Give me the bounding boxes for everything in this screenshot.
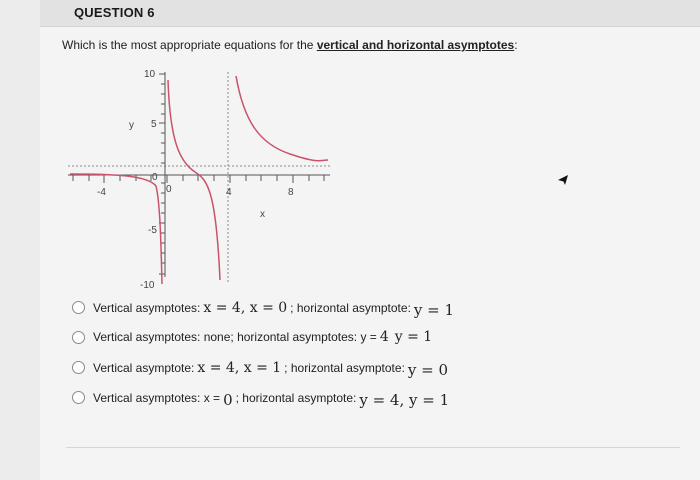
question-prompt [62,38,518,52]
x-axis-label: x [260,209,265,220]
option-math: y = 1 [394,329,433,345]
answer-option-1[interactable] [72,292,457,322]
answer-options [72,292,457,412]
radio-button[interactable] [72,331,85,344]
y-tick-neg5: -5 [148,225,157,236]
y-axis-ticks [159,74,165,274]
option-label: Vertical asymptote: x = 4, x = 1 ; horizontal asymptote: y = 0 [93,360,449,379]
answer-option-4[interactable] [72,382,457,412]
radio-button[interactable] [72,361,85,374]
prompt-suffix: : [514,38,518,52]
x-tick-0: 0 [166,184,172,195]
option-math: 4 [379,329,389,345]
option-math: y = 1 [413,301,455,319]
x-tick-8: 8 [288,187,294,198]
y-axis-label: y [129,120,134,131]
asymptote-graph [60,62,340,290]
x-axis-ticks [73,175,324,183]
option-math: y = 4, y = 1 [359,391,450,409]
radio-button[interactable] [72,391,85,404]
prompt-emphasis: vertical and horizontal asymptotes [316,38,515,52]
option-math: x = 4, x = 1 [197,360,282,376]
option-label: Vertical asymptotes: none; horizontal asymptotes: y = 4 y = 1 [93,329,433,345]
radio-button[interactable] [72,301,85,314]
mouse-pointer-icon [557,174,569,186]
option-math: y = 0 [407,361,449,379]
answer-option-3[interactable] [72,352,457,382]
option-math: 0 [223,391,233,409]
question-title: QUESTION 6 [74,5,155,20]
option-label: Vertical asymptotes: x = 0 ; horizontal asymptote: y = 4, y = 1 [93,391,450,409]
curve-middle-branch [168,80,220,280]
origin-label: 0 [152,172,158,183]
x-tick-4: 4 [226,187,232,198]
answer-option-2[interactable] [72,322,457,352]
option-label: Vertical asymptotes: x = 4, x = 0 ; horizontal asymptote: y = 1 [93,300,455,319]
x-tick-neg4: -4 [97,187,106,198]
option-math: x = 4, x = 0 [203,300,288,316]
prompt-text: Which is the most appropriate equations for the [62,38,317,52]
curve-right-branch [236,76,328,161]
section-divider [66,447,680,448]
y-tick-10: 10 [144,69,156,80]
y-tick-5: 5 [151,119,157,130]
y-tick-neg10: -10 [140,280,155,290]
